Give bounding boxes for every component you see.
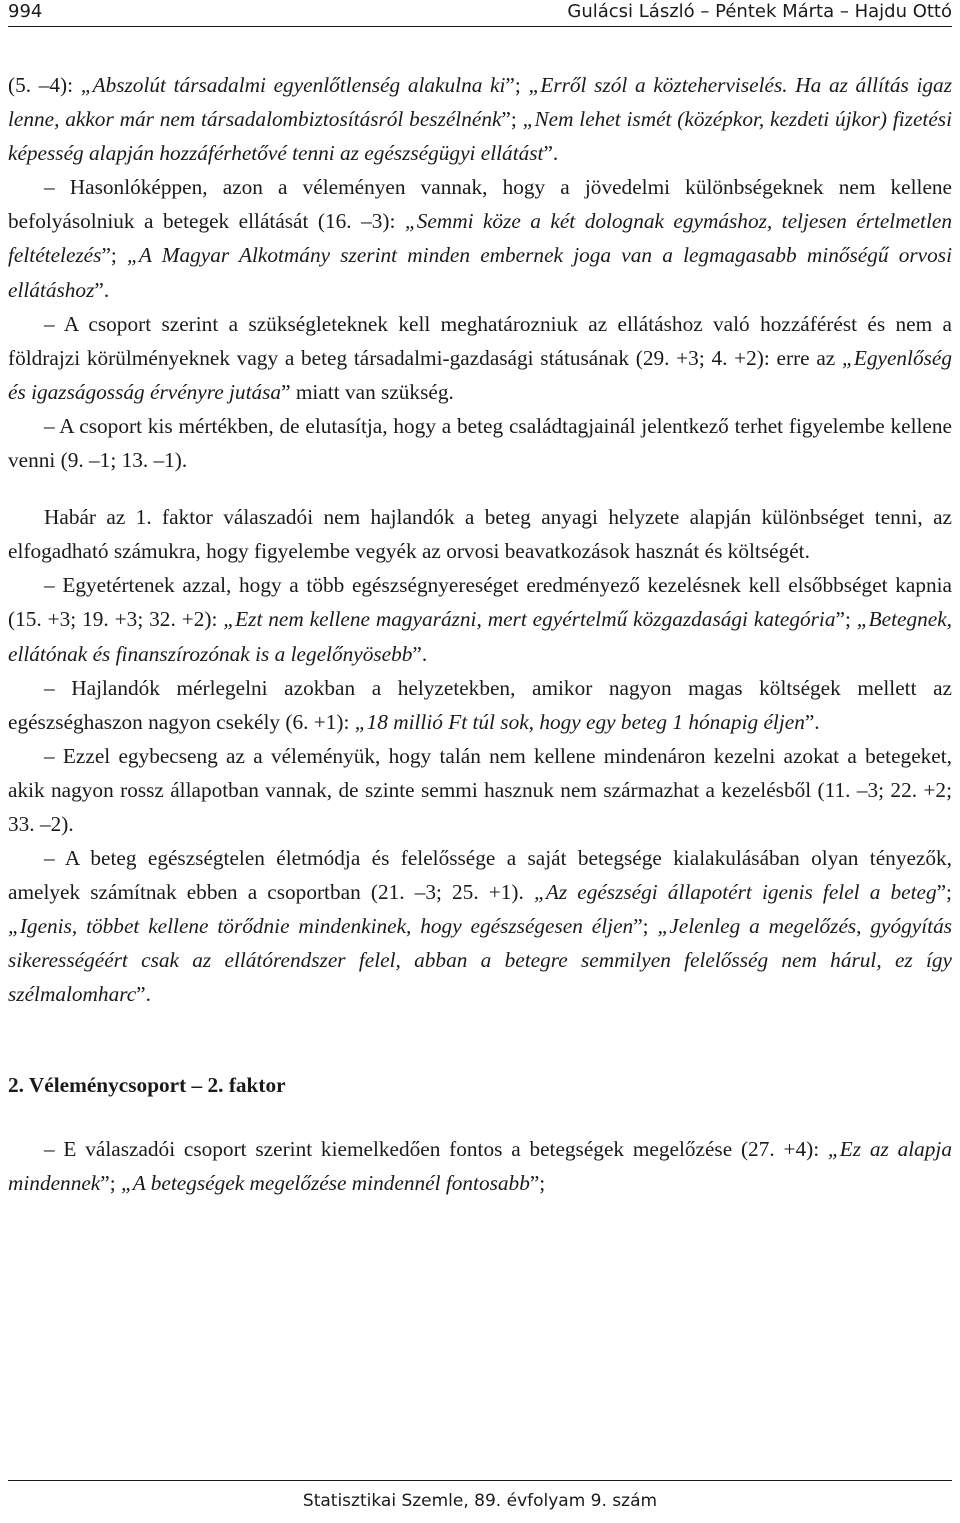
quote: „18 millió Ft túl sok, hogy egy beteg 1 hónapig éljen <box>354 709 805 734</box>
running-footer <box>8 1480 952 1523</box>
section-heading: 2. Véleménycsoport – 2. faktor <box>8 1072 286 1097</box>
text-run: ”; <box>835 607 857 632</box>
text-run: ”. <box>543 141 559 166</box>
paragraph-9 <box>8 841 952 1011</box>
text-run: Habár az 1. faktor válaszadói nem hajlandók a beteg anyagi helyzete alapján különbséget tenni, az elfogadható számukra, hogy figyelembe vegyék az orvosi beavatkozások hasznát és költségét. <box>8 505 952 564</box>
text-run: ”. <box>412 641 428 666</box>
paragraph-2 <box>8 170 952 306</box>
quote: „Ez az alapja mindennek <box>8 1136 953 1195</box>
paragraph-8 <box>8 739 952 841</box>
quote: „Egyenlőség és igazságosság érvényre jutása <box>8 345 952 404</box>
text-run: – Hajlandók mérlegelni azokban a helyzetekben, amikor nagyon magas költségek mellett az egészséghaszon nagyon csekély (6. +1): <box>8 675 952 734</box>
text-run: ”; <box>529 1170 546 1195</box>
quote: „Igenis, többet kellene törődnie mindenkinek, hogy egészségesen éljen <box>8 914 634 939</box>
running-header-authors: Gulácsi László – Péntek Márta – Hajdu Ottó <box>567 1 952 22</box>
quote: „Az egészségi állapotért igenis felel a beteg <box>533 880 937 905</box>
quote: „Erről szól a közteherviselés. Ha az állítás igaz lenne, akkor már nem társadalombiztosításról beszélnénk <box>8 73 952 132</box>
paragraph-10 <box>8 1132 952 1200</box>
quote: „Abszolút társadalmi egyenlőtlenség alakulna ki <box>80 73 506 97</box>
text-run: – Egyetértenek azzal, hogy a több egészségnyereséget eredményező kezelésnek kell elsőbbséget kapnia (15. +3; 19. +3; 32. +2): <box>8 573 952 632</box>
text-run: – A beteg egészségtelen életmódja és felelőssége a saját betegsége kialakulásában olyan tényezők, amelyek számítnak ebben a csoportban (21. –3; 25. +1). <box>8 846 952 905</box>
text-run: ”. <box>804 709 820 734</box>
text-run: ”; <box>100 1170 121 1195</box>
quote: „Nem lehet ismét (középkor, kezdeti újkor) fizetési képesség alapján hozzáférhetővé tenni az egészségügyi ellátást <box>8 107 952 166</box>
quote: „A Magyar Alkotmány szerint minden embernek joga van a legmagasabb minőségű orvosi ellátáshoz <box>8 243 952 302</box>
paragraph-4 <box>8 409 952 477</box>
text-run: – Ezzel egybecseng az a véleményük, hogy talán nem kellene mindenáron kezelni azokat a betegeket, akik nagyon rossz állapotban vannak, de szinte semmi hasznuk nem származhat a kezelésből (11. –3; 22. +2; 33. –2). <box>8 743 952 836</box>
text-run: (5. –4): <box>8 73 81 97</box>
page-number: 994 <box>8 1 43 22</box>
paragraph-6 <box>8 568 952 670</box>
text-run: ”; <box>633 914 658 939</box>
quote: „A betegségek megelőzése mindennél fontosabb <box>120 1170 530 1195</box>
quote: „Ezt nem kellene magyarázni, mert egyértelmű közgazdasági kategória <box>223 607 836 632</box>
paragraph-3 <box>8 307 952 409</box>
quote: „Betegnek, ellátónak és finanszírozónak is a legelőnyösebb <box>8 607 952 666</box>
text-run: – A csoport kis mértékben, de elutasítja, hogy a beteg családtagjainál jelentkező terhet figyelembe kellene venni (9. –1; 13. –1). <box>8 413 952 473</box>
text-run: ” miatt van szükség. <box>281 379 454 404</box>
text-run: – E válaszadói csoport szerint kiemelkedően fontos a betegségek megelőzése (27. +4): <box>44 1136 828 1161</box>
quote: „Jelenleg a megelőzés, gyógyítás sikerességéért csak az ellátórendszer felel, abban a betegre semmilyen felelősség nem hárul, ez így szélmalomharc <box>8 914 953 1007</box>
text-run: – A csoport szerint a szükségleteknek kell meghatározniuk az ellátáshoz való hozzáférést és nem a földrajzi körülményeknek vagy a beteg társadalmi-gazdasági státusának (29. +3; 4. +2): erre az <box>8 311 952 370</box>
text-run: ”; <box>501 107 523 132</box>
quote: „Semmi köze a két dolognak egymáshoz, teljesen értelmetlen feltételezés <box>8 209 952 268</box>
text-run: ”. <box>94 277 110 302</box>
text-run: ”; <box>936 880 952 905</box>
running-header <box>8 0 952 27</box>
paragraph-1 <box>8 68 952 170</box>
article-body <box>8 68 952 1200</box>
journal-citation: Statisztikai Szemle, 89. évfolyam 9. szám <box>302 1491 658 1511</box>
text-run: ”; <box>101 243 128 268</box>
paragraph-5 <box>8 500 952 568</box>
text-run: ”; <box>505 73 529 97</box>
text-run: ”. <box>136 982 151 1007</box>
paragraph-7 <box>8 671 952 739</box>
text-run: – Hasonlóképpen, azon a véleményen vannak, hogy a jövedelmi különbségeknek nem kellene befolyásolniuk a betegek ellátását (16. –3): <box>8 175 952 234</box>
